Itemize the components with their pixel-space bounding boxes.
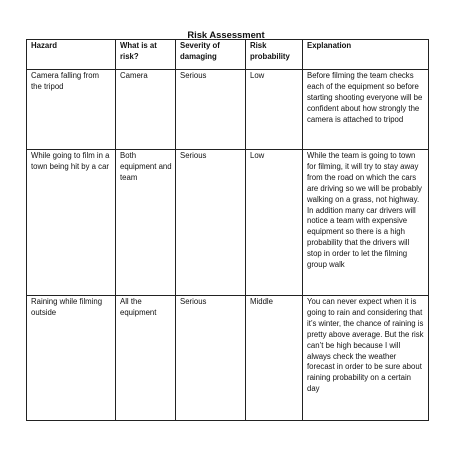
cell-what-at-risk: All the equipment	[116, 296, 176, 421]
cell-explanation: While the team is going to town for filming, it will try to stay away from the road on which the cars are driving so we will be probably walking on a grass, not highway. In addition many car drivers will notice a team with expensive equipment so there is a high probability that the drivers will stop in order to let the filming group walk	[303, 150, 429, 296]
cell-severity: Serious	[176, 70, 246, 150]
cell-what-at-risk: Both equipment and team	[116, 150, 176, 296]
header-probability: Risk probability	[246, 40, 303, 70]
header-severity: Severity of damaging	[176, 40, 246, 70]
cell-what-at-risk: Camera	[116, 70, 176, 150]
cell-severity: Serious	[176, 296, 246, 421]
cell-probability: Low	[246, 150, 303, 296]
cell-explanation: Before filming the team checks each of the equipment so before starting shooting everyone will be confident about how strongly the camera is attached to tripod	[303, 70, 429, 150]
table-row	[27, 150, 429, 296]
table-header-row	[27, 40, 429, 70]
header-explanation: Explanation	[303, 40, 429, 70]
cell-hazard: Raining while filming outside	[27, 296, 116, 421]
risk-assessment-table	[26, 39, 429, 421]
cell-hazard: While going to film in a town being hit by a car	[27, 150, 116, 296]
cell-explanation: You can never expect when it is going to rain and considering that it’s winter, the chance of raining is pretty above average. But the risk can’t be high because I will always check the weather forecast in order to be sure about raining probability on a certain day	[303, 296, 429, 421]
cell-probability: Middle	[246, 296, 303, 421]
header-hazard: Hazard	[27, 40, 116, 70]
cell-probability: Low	[246, 70, 303, 150]
cell-hazard: Camera falling from the tripod	[27, 70, 116, 150]
cell-severity: Serious	[176, 150, 246, 296]
table-row	[27, 296, 429, 421]
table-row	[27, 70, 429, 150]
header-what-at-risk: What is at risk?	[116, 40, 176, 70]
document-title: Risk Assessment	[187, 29, 265, 40]
